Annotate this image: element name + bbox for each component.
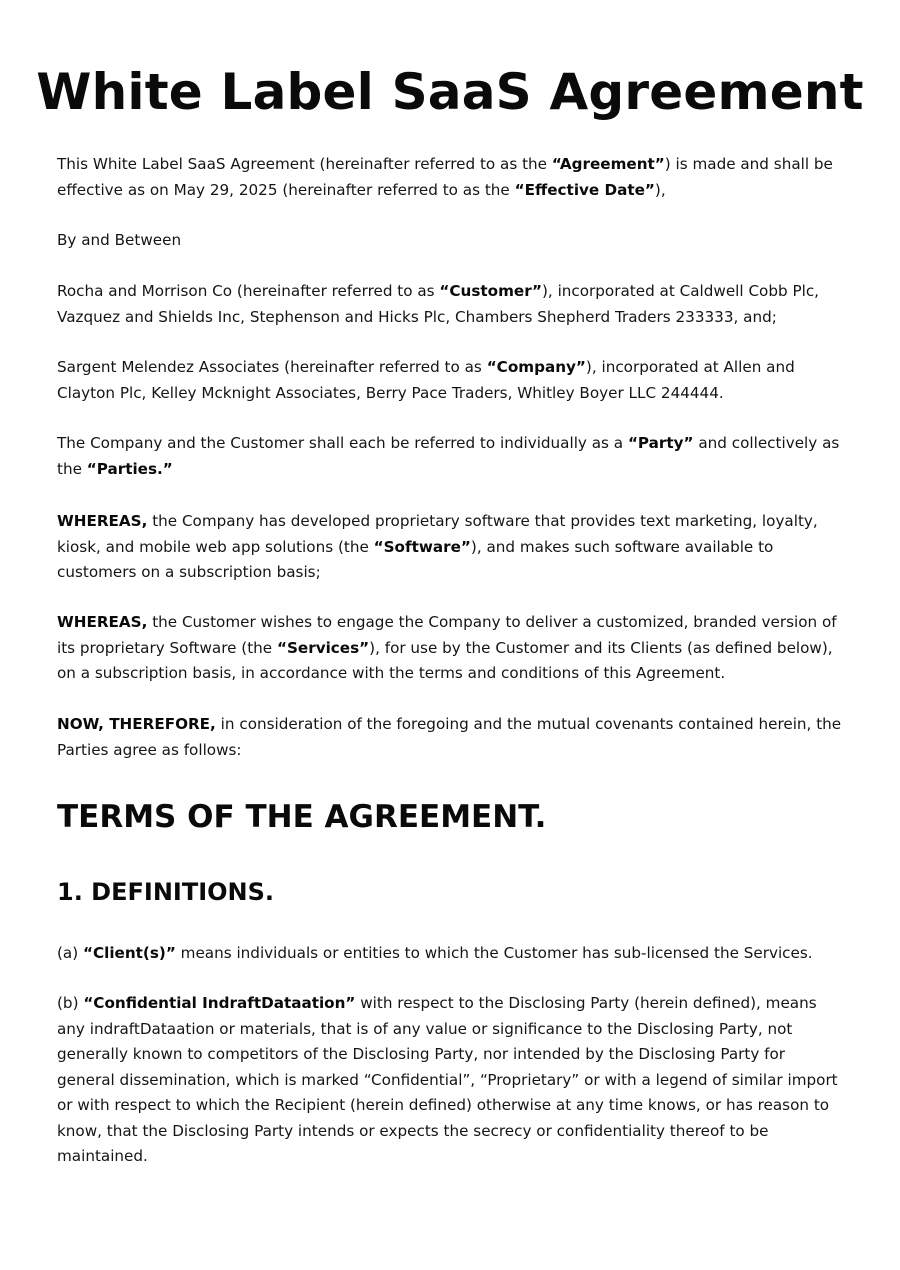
agreement-term: “Agreement” [551,155,665,173]
whereas2-text-1: the Customer wishes to engage the Company to deliver a customized, branded version of its proprietary Software (the [57,613,837,657]
whereas1-text-1: the Company has developed proprietary software that provides text marketing, loyalty, kiosk, and mobile web app solutions (the [57,512,818,556]
parties-text-2: and collectively as the [57,434,840,478]
def-a-label: (a) [57,944,83,962]
parties-paragraph [57,431,847,482]
services-term: “Services” [276,638,370,657]
company-text-2: ), incorporated at Allen and Clayton Plc, Kelley Mcknight Associates, Berry Pace Traders, Whitley Boyer LLC 244444. [57,358,795,402]
intro-paragraph [57,152,847,203]
company-paragraph [57,355,847,406]
effective-date-term: “Effective Date” [514,180,655,199]
definitions-heading: 1. DEFINITIONS. [57,878,275,906]
by-and-between: By and Between [57,231,182,249]
def-b-text: with respect to the Disclosing Party (herein defined), means any indraftDataation or materials, that is of any value or significance to the Disclosing Party, not generally known to competitors of the Disclosing Party, nor intended by the Disclosing Party for general dissemination, which is marked “Confidential”, “Proprietary” or with a legend of similar import or with respect to which the Recipient (herein defined) otherwise at any time knows, or has reason to know, that the Disclosing Party intends or expects the secrecy or confidentiality thereof to be maintained. [57,994,838,1165]
whereas-software-paragraph [57,509,847,586]
parties-term: “Parties.” [86,459,173,478]
terms-heading: TERMS OF THE AGREEMENT. [57,799,547,835]
parties-text-1: The Company and the Customer shall each be referred to individually as a [57,434,628,452]
software-term: “Software” [373,537,471,556]
whereas-keyword: WHEREAS, [57,613,148,631]
whereas-services-paragraph [57,610,847,687]
customer-term: “Customer” [439,282,542,300]
whereas-keyword: WHEREAS, [57,512,148,530]
definition-b [57,991,847,1170]
whereas1-text-2: ), and makes such software available to customers on a subscription basis; [57,537,774,581]
definition-a [57,941,847,967]
intro-text-2: ) is made and shall be effective as on May 29, 2025 (hereinafter referred to as the [57,155,833,199]
def-a-text: means individuals or entities to which the Customer has sub-licensed the Services. [175,944,813,962]
intro-text-1: This White Label SaaS Agreement (hereinafter referred to as the [57,155,552,173]
whereas2-text-2: ), for use by the Customer and its Clients (as defined below), on a subscription basis, in accordance with the terms and conditions of this Agreement. [57,638,833,682]
company-text-1: Sargent Melendez Associates (hereinafter referred to as [57,358,487,376]
def-b-label: (b) [57,994,84,1012]
company-term: “Company” [486,358,586,376]
now-therefore-text: in consideration of the foregoing and the mutual covenants contained herein, the Parties agree as follows: [57,715,842,759]
intro-text-3: ), [654,180,666,199]
clients-term: “Client(s)” [83,944,176,962]
confidential-information-term: “Confidential IndraftDataation” [83,994,356,1012]
customer-text-1: Rocha and Morrison Co (hereinafter referred to as [57,282,440,300]
now-therefore-paragraph [57,712,847,763]
now-therefore-keyword: NOW, THEREFORE, [57,715,216,733]
document-title: White Label SaaS Agreement [36,63,864,121]
customer-text-2: ), incorporated at Caldwell Cobb Plc, Vazquez and Shields Inc, Stephenson and Hicks Plc, Chambers Shepherd Traders 233333, and; [57,282,820,326]
party-term: “Party” [627,434,694,452]
customer-paragraph [57,279,847,330]
